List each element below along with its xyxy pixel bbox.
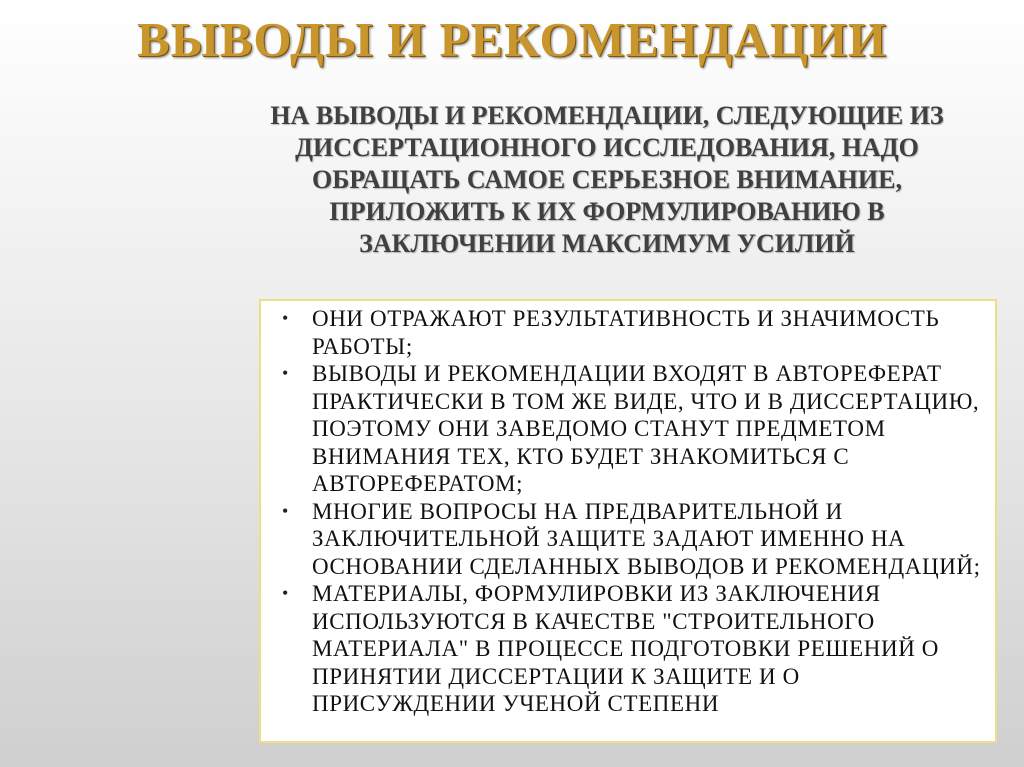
bullet-list [280, 305, 985, 718]
bullet-dot-icon: • [282, 583, 289, 603]
bullet-text: МАТЕРИАЛЫ, ФОРМУЛИРОВКИ ИЗ ЗАКЛЮЧЕНИЯ ИСПОЛЬЗУЮТСЯ В КАЧЕСТВЕ "СТРОИТЕЛЬНОГО МАТЕРИАЛА" В ПРОЦЕССЕ ПОДГОТОВКИ РЕШЕНИЙ О ПРИНЯТИИ ДИССЕРТАЦИИ К ЗАЩИТЕ И О ПРИСУЖДЕНИИ УЧЕНОЙ СТЕПЕНИ [312, 581, 939, 716]
bullet-item [280, 360, 985, 498]
slide-title: ВЫВОДЫ И РЕКОМЕНДАЦИИ [136, 12, 888, 67]
slide-subtitle: НА ВЫВОДЫ И РЕКОМЕНДАЦИИ, СЛЕДУЮЩИЕ ИЗ ДИССЕРТАЦИОННОГО ИССЛЕДОВАНИЯ, НАДО ОБРАЩАТЬ САМОЕ СЕРЬЕЗНОЕ ВНИМАНИЕ, ПРИЛОЖИТЬ К ИХ ФОРМУЛИРОВАНИЮ В ЗАКЛЮЧЕНИИ МАКСИМУМ УСИЛИЙ [270, 101, 944, 258]
bullet-item [280, 305, 985, 360]
bullet-dot-icon: • [282, 308, 289, 328]
bullet-text: МНОГИЕ ВОПРОСЫ НА ПРЕДВАРИТЕЛЬНОЙ И ЗАКЛЮЧИТЕЛЬНОЙ ЗАЩИТЕ ЗАДАЮТ ИМЕННО НА ОСНОВАНИИ СДЕЛАННЫХ ВЫВОДОВ И РЕКОМЕНДАЦИЙ; [312, 498, 981, 579]
bullet-text: ВЫВОДЫ И РЕКОМЕНДАЦИИ ВХОДЯТ В АВТОРЕФЕРАТ ПРАКТИЧЕСКИ В ТОМ ЖЕ ВИДЕ, ЧТО И В ДИССЕРТАЦИЮ, ПОЭТОМУ ОНИ ЗАВЕДОМО СТАНУТ ПРЕДМЕТОМ ВНИМАНИЯ ТЕХ, КТО БУДЕТ ЗНАКОМИТЬСЯ С АВТОРЕФЕРАТОМ; [312, 361, 980, 496]
bullet-text: ОНИ ОТРАЖАЮТ РЕЗУЛЬТАТИВНОСТЬ И ЗНАЧИМОСТЬ РАБОТЫ; [312, 306, 940, 359]
bullet-item [280, 580, 985, 718]
bullet-dot-icon: • [282, 500, 289, 521]
bullet-dot-icon: • [282, 363, 289, 383]
bullet-box [259, 299, 997, 743]
bullet-item [280, 498, 985, 581]
